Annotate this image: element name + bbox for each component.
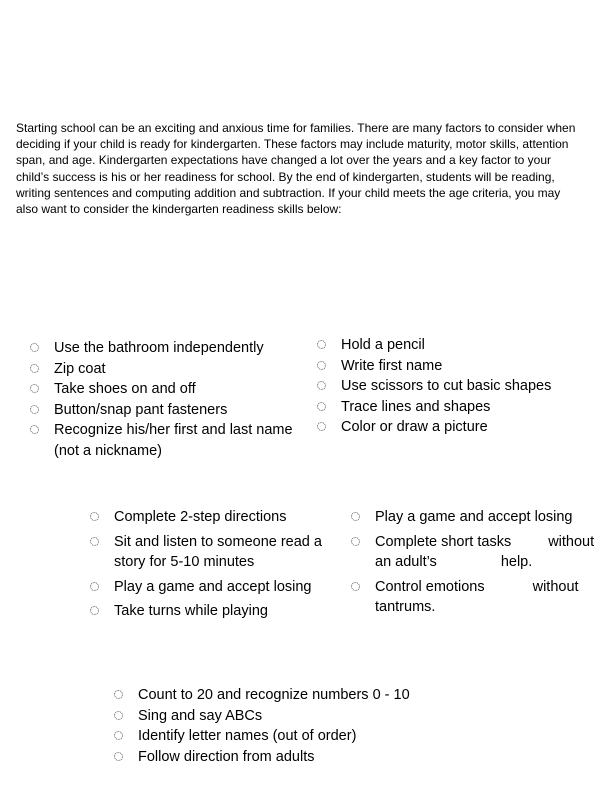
bullet-icon — [90, 512, 99, 521]
list-item — [317, 356, 597, 377]
bullet-icon — [351, 537, 360, 546]
list-item — [90, 507, 335, 528]
list-item — [317, 417, 597, 438]
bullet-icon — [317, 402, 326, 411]
skill-label: Play a game and accept losing — [114, 578, 312, 595]
bullet-icon — [317, 422, 326, 431]
skill-label: an adult’s — [375, 554, 437, 570]
skill-label: Sing and say ABCs — [138, 707, 263, 724]
list-item — [90, 577, 335, 598]
skill-label: Play a game and accept losing — [375, 509, 573, 525]
bullet-icon — [317, 381, 326, 390]
skill-label: Color or draw a picture — [341, 419, 488, 435]
skill-label: Write first name — [341, 357, 443, 374]
academic-skills-list — [114, 685, 514, 767]
intro-paragraph: Starting school can be an exciting and anxious time for families. There are many factors to consider when deciding if your child is ready for kindergarten. These factors may include maturity, motor skills, attention span, and age. Kindergarten expectations have changed a lot over the years and a key factor to your child’s success is his or her readiness for school. By the end of kindergarten, students will be reading, writing sentences and computing addition and subtraction. If your child meets the age criteria, you may also want to consider the kindergarten readiness skills below: — [16, 121, 576, 217]
list-item — [90, 532, 335, 573]
list-item — [114, 747, 514, 768]
skill-label: Zip coat — [54, 360, 106, 377]
skill-label: Use the bathroom independently — [54, 340, 264, 356]
self-care-skills-list — [30, 338, 320, 461]
list-item — [30, 338, 320, 359]
skill-label: Trace lines and shapes — [341, 398, 491, 415]
bullet-icon — [90, 537, 99, 546]
list-item — [30, 400, 320, 421]
attention-skills-list — [90, 507, 335, 626]
skill-label: Take turns while playing — [114, 603, 268, 619]
list-item — [90, 601, 335, 622]
list-item — [114, 685, 514, 706]
list-item — [351, 507, 611, 528]
list-item — [30, 379, 320, 400]
skill-label: Count to 20 and recognize numbers 0 - 10 — [138, 687, 410, 703]
skill-label: Hold a pencil — [341, 337, 425, 353]
skill-label: without — [532, 578, 579, 595]
skill-label: Control emotions — [375, 578, 485, 595]
list-item — [351, 532, 611, 573]
skill-label: Button/snap pant fasteners — [54, 401, 228, 418]
bullet-icon — [317, 340, 326, 349]
bullet-icon — [30, 343, 39, 352]
bullet-icon — [30, 425, 39, 434]
fine-motor-skills-list — [317, 335, 597, 438]
bullet-icon — [351, 582, 360, 591]
skill-label: Follow direction from adults — [138, 748, 315, 765]
list-item — [30, 359, 320, 380]
bullet-icon — [30, 405, 39, 414]
bullet-icon — [351, 512, 360, 521]
bullet-icon — [114, 731, 123, 740]
bullet-icon — [114, 711, 123, 720]
bullet-icon — [114, 690, 123, 699]
skill-label: Identify letter names (out of order) — [138, 728, 357, 744]
list-item — [30, 420, 320, 461]
bullet-icon — [317, 361, 326, 370]
skill-label: help. — [500, 554, 533, 570]
bullet-icon — [30, 384, 39, 393]
skill-label: without — [548, 533, 595, 550]
list-item — [317, 397, 597, 418]
skill-label: Complete 2-step directions — [114, 509, 287, 525]
social-skills-list — [351, 507, 611, 622]
bullet-icon — [90, 582, 99, 591]
list-item — [114, 706, 514, 727]
list-item — [317, 335, 597, 356]
bullet-icon — [114, 752, 123, 761]
bullet-icon — [30, 364, 39, 373]
skill-label: Sit and listen to someone read a story for 5-10 minutes — [114, 533, 322, 570]
skill-label: tantrums. — [375, 599, 436, 615]
skill-label: Use scissors to cut basic shapes — [341, 378, 552, 394]
list-item — [351, 577, 611, 618]
skill-label: Complete short tasks — [375, 533, 512, 550]
list-item — [317, 376, 597, 397]
list-item — [114, 726, 514, 747]
skill-label: Recognize his/her first and last name (not a nickname) — [54, 422, 293, 459]
bullet-icon — [90, 606, 99, 615]
skill-label: Take shoes on and off — [54, 381, 196, 397]
